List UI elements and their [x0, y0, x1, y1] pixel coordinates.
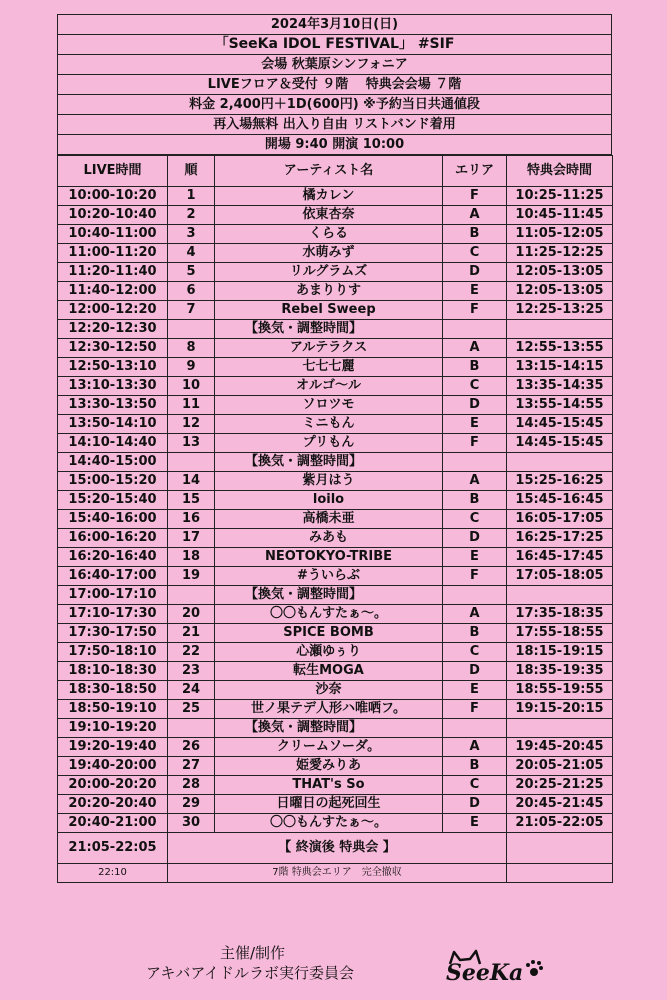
live-time: 15:00-15:20: [58, 472, 168, 491]
artist-name: リルグラムズ: [215, 263, 443, 282]
artist-name: SPICE BOMB: [215, 624, 443, 643]
bonus-time: 20:25-21:25: [507, 776, 613, 795]
live-time: 17:10-17:30: [58, 605, 168, 624]
artist-name: NEOTOKYO-TRIBE: [215, 548, 443, 567]
live-time: 20:00-20:20: [58, 776, 168, 795]
live-time: 13:50-14:10: [58, 415, 168, 434]
col-artist: アーティスト名: [215, 156, 443, 187]
break-label: 【換気・調整時間】: [215, 586, 443, 605]
area: E: [443, 548, 507, 567]
artist-name: 姫愛みりあ: [215, 757, 443, 776]
live-time: 20:40-21:00: [58, 814, 168, 833]
break-bonus-empty: [507, 320, 613, 339]
live-time: 15:40-16:00: [58, 510, 168, 529]
order-number: 26: [168, 738, 215, 757]
break-order-empty: [168, 586, 215, 605]
live-time: 10:00-10:20: [58, 187, 168, 206]
area: C: [443, 377, 507, 396]
committee-name: アキバアイドルラボ実行委員会: [146, 964, 355, 982]
bonus-time: 16:25-17:25: [507, 529, 613, 548]
bonus-time: 14:45-15:45: [507, 434, 613, 453]
order-number: 10: [168, 377, 215, 396]
artist-name: 転生MOGA: [215, 662, 443, 681]
order-number: 4: [168, 244, 215, 263]
bonus-time: 12:25-13:25: [507, 301, 613, 320]
order-number: 19: [168, 567, 215, 586]
artist-name: 世ノ果テデ人形ハ唯哂フ。: [215, 700, 443, 719]
bonus-time: 11:25-12:25: [507, 244, 613, 263]
table-row: [58, 529, 613, 548]
bonus-time: 18:35-19:35: [507, 662, 613, 681]
live-time: 12:00-12:20: [58, 301, 168, 320]
live-time: 14:10-14:40: [58, 434, 168, 453]
artist-name: 依東杏奈: [215, 206, 443, 225]
table-row: [58, 510, 613, 529]
live-time: 11:40-12:00: [58, 282, 168, 301]
bonus-time: 13:35-14:35: [507, 377, 613, 396]
area: B: [443, 757, 507, 776]
bonus-time: 17:35-18:35: [507, 605, 613, 624]
break-label: 【換気・調整時間】: [215, 320, 443, 339]
artist-name: ソロツモ: [215, 396, 443, 415]
area: A: [443, 738, 507, 757]
table-row: [58, 206, 613, 225]
seeka-logo: [440, 944, 550, 984]
area: E: [443, 282, 507, 301]
live-time: 20:20-20:40: [58, 795, 168, 814]
order-number: 20: [168, 605, 215, 624]
table-row: [58, 491, 613, 510]
table-row: [58, 301, 613, 320]
live-time: 13:30-13:50: [58, 396, 168, 415]
order-number: 14: [168, 472, 215, 491]
break-order-empty: [168, 719, 215, 738]
artist-name: #ういらぶ: [215, 567, 443, 586]
break-bonus-empty: [507, 586, 613, 605]
live-time: 10:20-10:40: [58, 206, 168, 225]
table-row: [58, 814, 613, 833]
live-time: 17:50-18:10: [58, 643, 168, 662]
order-number: 13: [168, 434, 215, 453]
artist-name: オルゴ～ル: [215, 377, 443, 396]
artist-name: あまりりす: [215, 282, 443, 301]
schedule-body: [58, 187, 613, 833]
order-number: 28: [168, 776, 215, 795]
column-header-row: [58, 156, 613, 187]
after-show-row: [58, 833, 613, 864]
live-time: 16:00-16:20: [58, 529, 168, 548]
col-bonus-time: 特典会時間: [507, 156, 613, 187]
cleanup-label: 7階 特典会エリア 完全撤収: [168, 864, 507, 883]
bonus-time: 13:15-14:15: [507, 358, 613, 377]
live-time: 15:20-15:40: [58, 491, 168, 510]
area: F: [443, 434, 507, 453]
live-time: 16:20-16:40: [58, 548, 168, 567]
area: C: [443, 643, 507, 662]
live-time: 18:10-18:30: [58, 662, 168, 681]
order-number: 30: [168, 814, 215, 833]
area: D: [443, 529, 507, 548]
order-number: 12: [168, 415, 215, 434]
bonus-time: 14:45-15:45: [507, 415, 613, 434]
bonus-time: 12:05-13:05: [507, 282, 613, 301]
bonus-time: 12:05-13:05: [507, 263, 613, 282]
artist-name: 高橋未亜: [215, 510, 443, 529]
order-number: 11: [168, 396, 215, 415]
order-number: 27: [168, 757, 215, 776]
table-row: [58, 757, 613, 776]
area: F: [443, 301, 507, 320]
order-number: 29: [168, 795, 215, 814]
break-label: 【換気・調整時間】: [215, 719, 443, 738]
area: E: [443, 681, 507, 700]
area: D: [443, 263, 507, 282]
after-show-empty: [507, 833, 613, 864]
area: C: [443, 776, 507, 795]
after-show-label: 【 終演後 特典会 】: [168, 833, 507, 864]
break-area-empty: [443, 320, 507, 339]
table-row: [58, 548, 613, 567]
venue: 会場 秋葉原シンフォニア: [58, 55, 612, 75]
area: E: [443, 415, 507, 434]
artist-name: クリームソーダ。: [215, 738, 443, 757]
order-number: 7: [168, 301, 215, 320]
bonus-time: 16:45-17:45: [507, 548, 613, 567]
table-row: [58, 187, 613, 206]
area: B: [443, 624, 507, 643]
timetable-sheet: [57, 14, 612, 883]
order-number: 5: [168, 263, 215, 282]
break-row: [58, 586, 613, 605]
area: F: [443, 567, 507, 586]
artist-name: 橘カレン: [215, 187, 443, 206]
break-area-empty: [443, 719, 507, 738]
artist-name: くらる: [215, 225, 443, 244]
table-row: [58, 244, 613, 263]
order-number: 25: [168, 700, 215, 719]
live-time: 13:10-13:30: [58, 377, 168, 396]
reentry-info: 再入場無料 出入り自由 リストバンド着用: [58, 115, 612, 135]
col-area: エリア: [443, 156, 507, 187]
area: D: [443, 662, 507, 681]
cleanup-time: 22:10: [58, 864, 168, 883]
table-row: [58, 643, 613, 662]
bonus-time: 15:45-16:45: [507, 491, 613, 510]
artist-name: 心瀬ゆぅり: [215, 643, 443, 662]
live-time: 18:50-19:10: [58, 700, 168, 719]
table-row: [58, 567, 613, 586]
price-info: 料金 2,400円＋1D(600円) ※予約当日共通値段: [58, 95, 612, 115]
order-number: 21: [168, 624, 215, 643]
area: B: [443, 225, 507, 244]
live-time: 11:00-11:20: [58, 244, 168, 263]
live-time: 10:40-11:00: [58, 225, 168, 244]
break-row: [58, 453, 613, 472]
break-order-empty: [168, 320, 215, 339]
table-row: [58, 396, 613, 415]
break-label: 【換気・調整時間】: [215, 453, 443, 472]
artist-name: 七七七麗: [215, 358, 443, 377]
order-number: 1: [168, 187, 215, 206]
area: E: [443, 814, 507, 833]
bonus-time: 16:05-17:05: [507, 510, 613, 529]
table-row: [58, 681, 613, 700]
bonus-time: 19:15-20:15: [507, 700, 613, 719]
after-show-time: 21:05-22:05: [58, 833, 168, 864]
area: A: [443, 472, 507, 491]
bonus-time: 18:55-19:55: [507, 681, 613, 700]
cleanup-empty: [507, 864, 613, 883]
live-time: 17:30-17:50: [58, 624, 168, 643]
live-time: 19:20-19:40: [58, 738, 168, 757]
table-row: [58, 472, 613, 491]
order-number: 3: [168, 225, 215, 244]
table-row: [58, 415, 613, 434]
artist-name: THAT's So: [215, 776, 443, 795]
bonus-time: 10:45-11:45: [507, 206, 613, 225]
bonus-time: 19:45-20:45: [507, 738, 613, 757]
svg-text:SeeKa: SeeKa: [446, 960, 524, 984]
table-row: [58, 605, 613, 624]
order-number: 18: [168, 548, 215, 567]
floor-info: LIVEフロア＆受付 ９階 特典会会場 ７階: [58, 75, 612, 95]
table-row: [58, 434, 613, 453]
break-bonus-empty: [507, 719, 613, 738]
break-area-empty: [443, 586, 507, 605]
cleanup-row: [58, 864, 613, 883]
area: B: [443, 491, 507, 510]
break-order-empty: [168, 453, 215, 472]
artist-name: Rebel Sweep: [215, 301, 443, 320]
order-number: 24: [168, 681, 215, 700]
bonus-time: 15:25-16:25: [507, 472, 613, 491]
schedule-table: [57, 155, 613, 883]
bonus-time: 20:05-21:05: [507, 757, 613, 776]
artist-name: loilo: [215, 491, 443, 510]
live-time: 17:00-17:10: [58, 586, 168, 605]
event-title: 「SeeKa IDOL FESTIVAL」 #SIF: [58, 35, 612, 55]
order-number: 2: [168, 206, 215, 225]
table-row: [58, 700, 613, 719]
artist-name: 沙奈: [215, 681, 443, 700]
bonus-time: 10:25-11:25: [507, 187, 613, 206]
live-time: 11:20-11:40: [58, 263, 168, 282]
area: A: [443, 339, 507, 358]
break-row: [58, 320, 613, 339]
table-row: [58, 377, 613, 396]
bonus-time: 17:55-18:55: [507, 624, 613, 643]
area: A: [443, 605, 507, 624]
artist-name: 水萌みず: [215, 244, 443, 263]
table-row: [58, 662, 613, 681]
table-row: [58, 339, 613, 358]
artist-name: みあも: [215, 529, 443, 548]
live-time: 19:40-20:00: [58, 757, 168, 776]
artist-name: 日曜日の起死回生: [215, 795, 443, 814]
order-number: 9: [168, 358, 215, 377]
table-row: [58, 263, 613, 282]
artist-name: アルテラクス: [215, 339, 443, 358]
order-number: 22: [168, 643, 215, 662]
table-row: [58, 624, 613, 643]
seeka-logo-graphic: [440, 944, 550, 984]
bonus-time: 18:15-19:15: [507, 643, 613, 662]
area: F: [443, 187, 507, 206]
bonus-time: 20:45-21:45: [507, 795, 613, 814]
table-row: [58, 738, 613, 757]
live-time: 12:50-13:10: [58, 358, 168, 377]
table-row: [58, 795, 613, 814]
event-date: 2024年3月10日(日): [58, 15, 612, 35]
live-time: 19:10-19:20: [58, 719, 168, 738]
live-time: 18:30-18:50: [58, 681, 168, 700]
order-number: 16: [168, 510, 215, 529]
break-bonus-empty: [507, 453, 613, 472]
break-row: [58, 719, 613, 738]
col-live-time: LIVE時間: [58, 156, 168, 187]
area: D: [443, 396, 507, 415]
header-table: [57, 14, 612, 155]
order-number: 15: [168, 491, 215, 510]
break-area-empty: [443, 453, 507, 472]
order-number: 23: [168, 662, 215, 681]
bonus-time: 12:55-13:55: [507, 339, 613, 358]
artist-name: 紫月はう: [215, 472, 443, 491]
open-start-time: 開場 9:40 開演 10:00: [58, 135, 612, 155]
table-row: [58, 282, 613, 301]
area: B: [443, 358, 507, 377]
bonus-time: 11:05-12:05: [507, 225, 613, 244]
artist-name: 〇〇もんすたぁ〜。: [215, 814, 443, 833]
live-time: 12:20-12:30: [58, 320, 168, 339]
order-number: 8: [168, 339, 215, 358]
live-time: 12:30-12:50: [58, 339, 168, 358]
table-row: [58, 776, 613, 795]
area: C: [443, 510, 507, 529]
live-time: 16:40-17:00: [58, 567, 168, 586]
area: C: [443, 244, 507, 263]
order-number: 6: [168, 282, 215, 301]
artist-name: ミニもん: [215, 415, 443, 434]
area: D: [443, 795, 507, 814]
artist-name: プリもん: [215, 434, 443, 453]
organizer-label: 主催/制作: [220, 944, 286, 962]
artist-name: 〇〇もんすたぁ〜。: [215, 605, 443, 624]
bonus-time: 21:05-22:05: [507, 814, 613, 833]
table-row: [58, 225, 613, 244]
area: A: [443, 206, 507, 225]
area: F: [443, 700, 507, 719]
bonus-time: 17:05-18:05: [507, 567, 613, 586]
col-order: 順: [168, 156, 215, 187]
table-row: [58, 358, 613, 377]
order-number: 17: [168, 529, 215, 548]
bonus-time: 13:55-14:55: [507, 396, 613, 415]
live-time: 14:40-15:00: [58, 453, 168, 472]
